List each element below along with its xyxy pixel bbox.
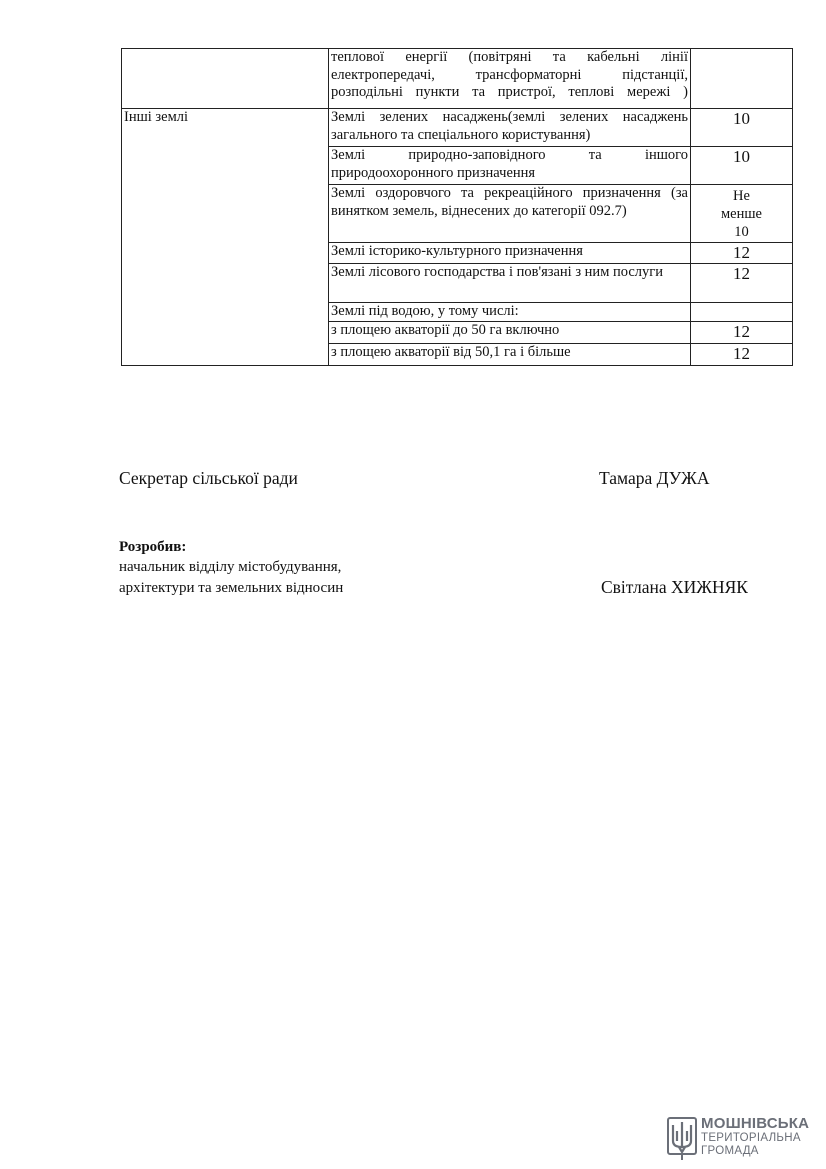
description-cell: Землі історико-культурного призначення: [329, 243, 691, 264]
rate-line: 10: [734, 224, 749, 240]
rate-cell: 12: [691, 243, 793, 264]
community-logo: [667, 1115, 812, 1161]
description-cell: Землі лісового господарства і пов'язані з ним послуги: [329, 264, 691, 303]
rate-cell: [691, 303, 793, 322]
category-cell: [122, 49, 329, 109]
description-cell: Землі оздоровчого та рекреаційного призначення (за винятком земель, віднесених до категорії 092.7): [329, 185, 691, 243]
description-cell: з площею акваторії до 50 га включно: [329, 322, 691, 344]
description-cell: Землі природно-заповідного та іншого природоохоронного призначення: [329, 147, 691, 185]
rate-line: менше: [721, 206, 762, 222]
rate-cell: 12: [691, 344, 793, 366]
table-row: [122, 49, 793, 109]
category-cell: Інші землі: [122, 109, 329, 366]
table-row: [122, 109, 793, 147]
rate-cell: [691, 49, 793, 109]
rate-cell: 10: [691, 109, 793, 147]
description-cell: Землі зелених насаджень(землі зелених насаджень загального та спеціального користування): [329, 109, 691, 147]
description-cell: Землі під водою, у тому числі:: [329, 303, 691, 322]
developer-title: Розробив:: [119, 539, 187, 555]
developer-position-line-2: архітектури та земельних відносин: [119, 580, 344, 596]
description-cell: теплової енергії (повітряні та кабельні лінії електропередачі, трансформаторні підстанції, розподільні пункти та пристрої, теплові мережі ): [329, 49, 691, 109]
description-cell: з площею акваторії від 50,1 га і більше: [329, 344, 691, 366]
secretary-name: Тамара ДУЖА: [599, 468, 710, 488]
logo-text-line-2: ТЕРИТОРІАЛЬНА: [701, 1132, 801, 1144]
logo-text-line-1: МОШНІВСЬКА: [701, 1115, 810, 1132]
rate-cell: 12: [691, 264, 793, 303]
rate-cell: 12: [691, 322, 793, 344]
rate-cell: 10: [691, 147, 793, 185]
developer-name: Світлана ХИЖНЯК: [601, 577, 748, 597]
trident-icon: [667, 1117, 697, 1161]
developer-position-line-1: начальник відділу містобудування,: [119, 559, 342, 575]
logo-text-line-3: ГРОМАДА: [701, 1145, 759, 1157]
rate-line: Не: [733, 188, 750, 204]
land-rates-table: [121, 48, 793, 366]
secretary-position: Секретар сільської ради: [119, 468, 298, 488]
rate-cell: [691, 185, 793, 243]
